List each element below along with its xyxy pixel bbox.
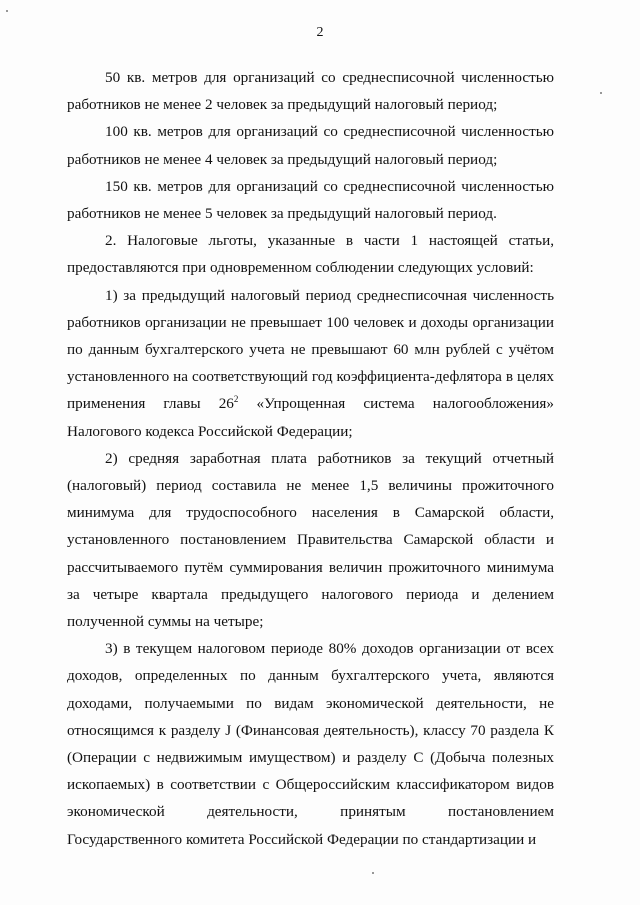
document-body xyxy=(67,64,554,853)
paragraph-condition-3: 3) в текущем налоговом периоде 80% доходов организации от всех доходов, определенных по данным бухгалтерского учета, являются доходами, получаемыми по видам экономической деятельности, не относящимся к разделу J (Финансовая деятельность), классу 70 раздела К (Операции с недвижимым имуществом) и разделу С (Добыча полезных ископаемых) в соответствии с Общероссийским классификатором видов экономической деятельности, принятым постановлением Государственного комитета Российской Федерации по стандартизации и xyxy=(67,640,554,848)
paragraph-100-sqm: 100 кв. метров для организаций со среднесписочной численностью работников не менее 4 человек за предыдущий налоговый период; xyxy=(67,123,554,168)
paragraph-conditions-intro: 2. Налоговые льготы, указанные в части 1 настоящей статьи, предоставляются при одновременном соблюдении следующих условий: xyxy=(67,232,554,277)
condition-1-text-after: «Упрощенная система налогообложения» Налогового кодекса Российской Федерации; xyxy=(67,395,554,440)
paragraph-condition-2: 2) средняя заработная плата работников за текущий отчетный (налоговый) период составила не менее 1,5 величины прожиточного минимума для трудоспособного населения в Самарской области, установленного постановлением Правительства Самарской области и рассчитываемого путём суммирования величин прожиточного минимума за четыре квартала предыдущего налогового периода и делением полученной суммы на четыре; xyxy=(67,449,554,631)
page-number: 2 xyxy=(316,25,324,40)
paragraph-condition-1 xyxy=(67,282,554,445)
scan-speck xyxy=(372,872,374,874)
chapter-superscript: 2 xyxy=(233,394,239,405)
paragraph-50-sqm: 50 кв. метров для организаций со среднесписочной численностью работников не менее 2 человек за предыдущий налоговый период; xyxy=(67,69,554,114)
scan-speck xyxy=(6,10,8,12)
condition-1-text-before: 1) за предыдущий налоговый период среднесписочная численность работников организации не превышает 100 человек и доходы организации по данным бухгалтерского учета не превышают 60 млн рублей с учётом установленного на соответствующий год коэффициента-дефлятора в целях применения главы 26 xyxy=(67,286,554,413)
paragraph-150-sqm: 150 кв. метров для организаций со среднесписочной численностью работников не менее 5 человек за предыдущий налоговый период. xyxy=(67,177,554,223)
scan-speck xyxy=(600,92,602,94)
